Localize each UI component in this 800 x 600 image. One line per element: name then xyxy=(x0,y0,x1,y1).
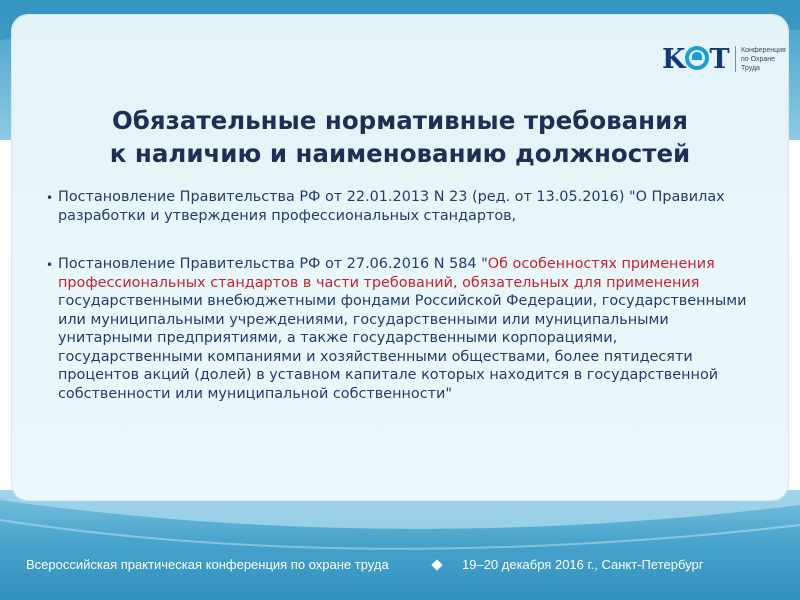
footer xyxy=(0,552,800,576)
bullet-text-prefix: Постановление Правительства РФ от 27.06.2016 N 584 " xyxy=(58,256,488,272)
title-line-1: Обязательные нормативные требования xyxy=(111,106,689,135)
logo-caption: Конференция по Охране Труда xyxy=(741,47,786,72)
bullet-icon: • xyxy=(46,258,54,272)
kot-logo xyxy=(662,42,784,78)
list-item xyxy=(44,188,764,225)
footer-conference-name: Всероссийская практическая конференция по охране труда xyxy=(26,557,389,572)
logo-word: K T xyxy=(662,44,730,75)
bullet-icon: • xyxy=(46,191,54,205)
bullet-text: Постановление Правительства РФ от 22.01.2013 N 23 (ред. от 13.05.2016) "О Правилах разработки и утверждения профессиональных стандартов, xyxy=(58,189,725,224)
logo-divider xyxy=(735,46,736,72)
footer-date-place: 19–20 декабря 2016 г., Санкт-Петербург xyxy=(462,557,704,572)
slide-title xyxy=(20,104,780,170)
bullet-text-highlight: Об особенностях применения профессиональных стандартов в части требований, обязательных для применения xyxy=(58,256,715,291)
bullet-text-suffix: государственными внебюджетными фондами Российской Федерации, государственными или муниципальными учреждениями, государственными или муниципальными унитарными предприятиями, а также государственными корпорациями, государственными компаниями и хозяйственными обществами, более пятидесяти процентов акций (долей) в уставном капитале которых находится в государственной собственности или муниципальной собственности" xyxy=(58,293,747,402)
helmet-icon xyxy=(685,46,709,70)
diamond-icon xyxy=(431,559,442,570)
bullet-list xyxy=(44,188,764,403)
list-item xyxy=(44,255,764,403)
title-line-2: к наличию и наименованию должностей xyxy=(109,139,691,168)
